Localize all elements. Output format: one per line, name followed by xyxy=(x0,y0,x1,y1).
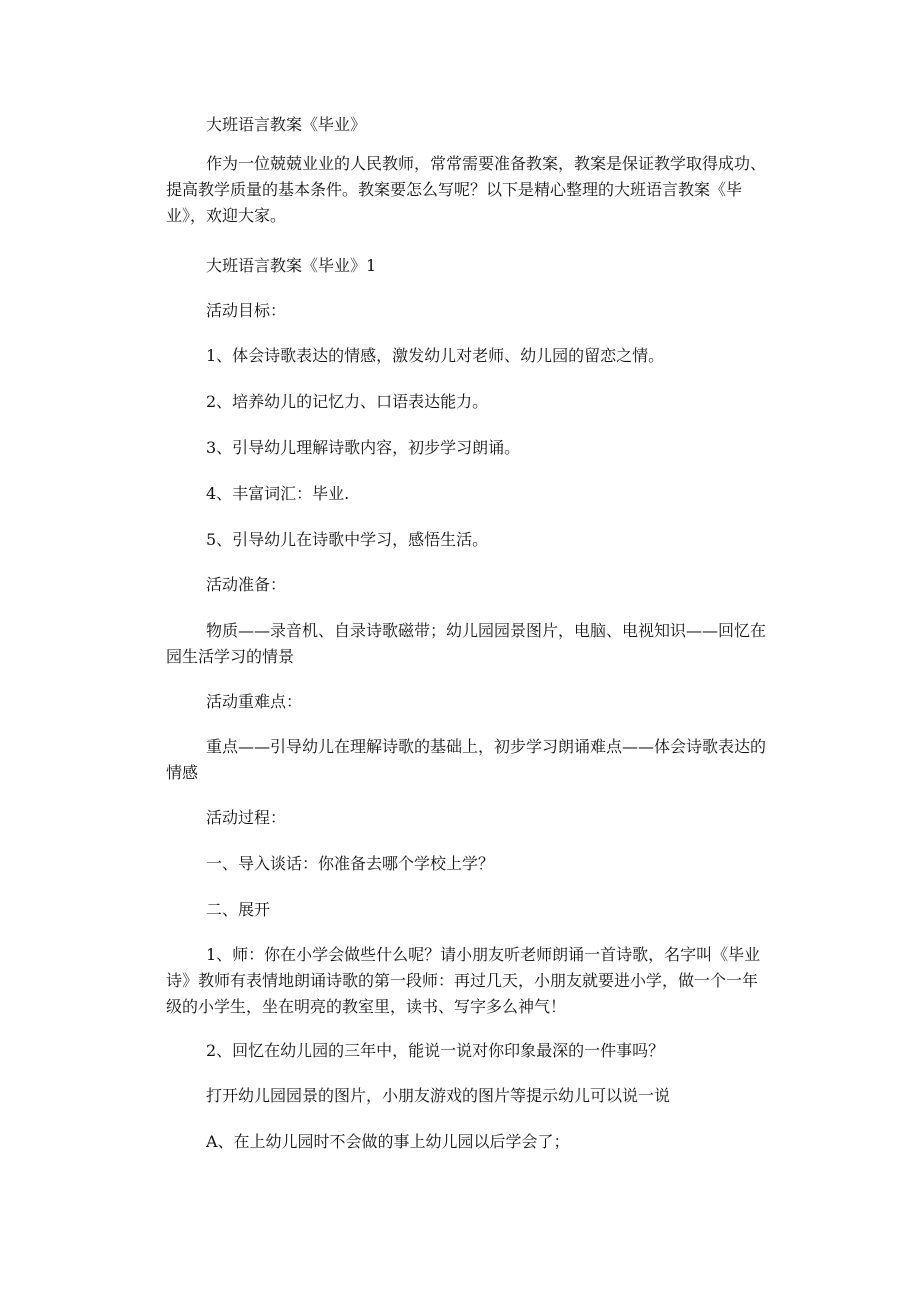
goals-heading: 活动目标： xyxy=(206,301,287,320)
goal-item-2: 2、培养幼儿的记忆力、口语表达能力。 xyxy=(206,392,489,411)
prep-heading: 活动准备： xyxy=(206,575,287,594)
key-paragraph: 重点——引导幼儿在理解诗歌的基础上，初步学习朗诵难点——体会诗歌表达的情感 xyxy=(166,737,767,782)
goal-item-3: 3、引导幼儿理解诗歌内容，初步学习朗诵。 xyxy=(206,438,521,457)
step-one: 一、导入谈话：你准备去哪个学校上学？ xyxy=(206,854,495,873)
prep-paragraph: 物质——录音机、自录诗歌磁带；幼儿园园景图片，电脑、电视知识——回忆在园生活学习的情景 xyxy=(166,621,767,666)
step-two-item-3: 打开幼儿园园景的图片，小朋友游戏的图片等提示幼儿可以说一说 xyxy=(206,1086,671,1105)
section-title: 大班语言教案《毕业》1 xyxy=(206,256,377,275)
intro-paragraph: 作为一位兢兢业业的人民教师，常常需要准备教案，教案是保证教学取得成功、提高教学质量的基本条件。教案要怎么写呢？以下是精心整理的大班语言教案《毕业》，欢迎大家。 xyxy=(166,154,767,225)
process-heading: 活动过程： xyxy=(206,808,287,827)
step-two-item-1: 1、师：你在小学会做些什么呢？请小朋友听老师朗诵一首诗歌，名字叫《毕业诗》教师有表情地朗诵诗歌的第一段师：再过几天，小朋友就要进小学，做一个一年级的小学生，坐在明亮的教室里，读书、写字多么神气！ xyxy=(166,945,761,1016)
goal-item-1: 1、体会诗歌表达的情感，激发幼儿对老师、幼儿园的留恋之情。 xyxy=(206,346,665,365)
document-title: 大班语言教案《毕业》 xyxy=(206,115,367,134)
goal-item-4: 4、丰富词汇：毕业. xyxy=(206,484,350,503)
key-heading: 活动重难点： xyxy=(206,692,303,711)
step-two-item-2: 2、回忆在幼儿园的三年中，能说一说对你印象最深的一件事吗？ xyxy=(206,1041,665,1060)
step-two: 二、展开 xyxy=(206,900,271,919)
step-two-item-a: A、在上幼儿园时不会做的事上幼儿园以后学会了； xyxy=(206,1132,570,1151)
goal-item-5: 5、引导幼儿在诗歌中学习，感悟生活。 xyxy=(206,530,489,549)
